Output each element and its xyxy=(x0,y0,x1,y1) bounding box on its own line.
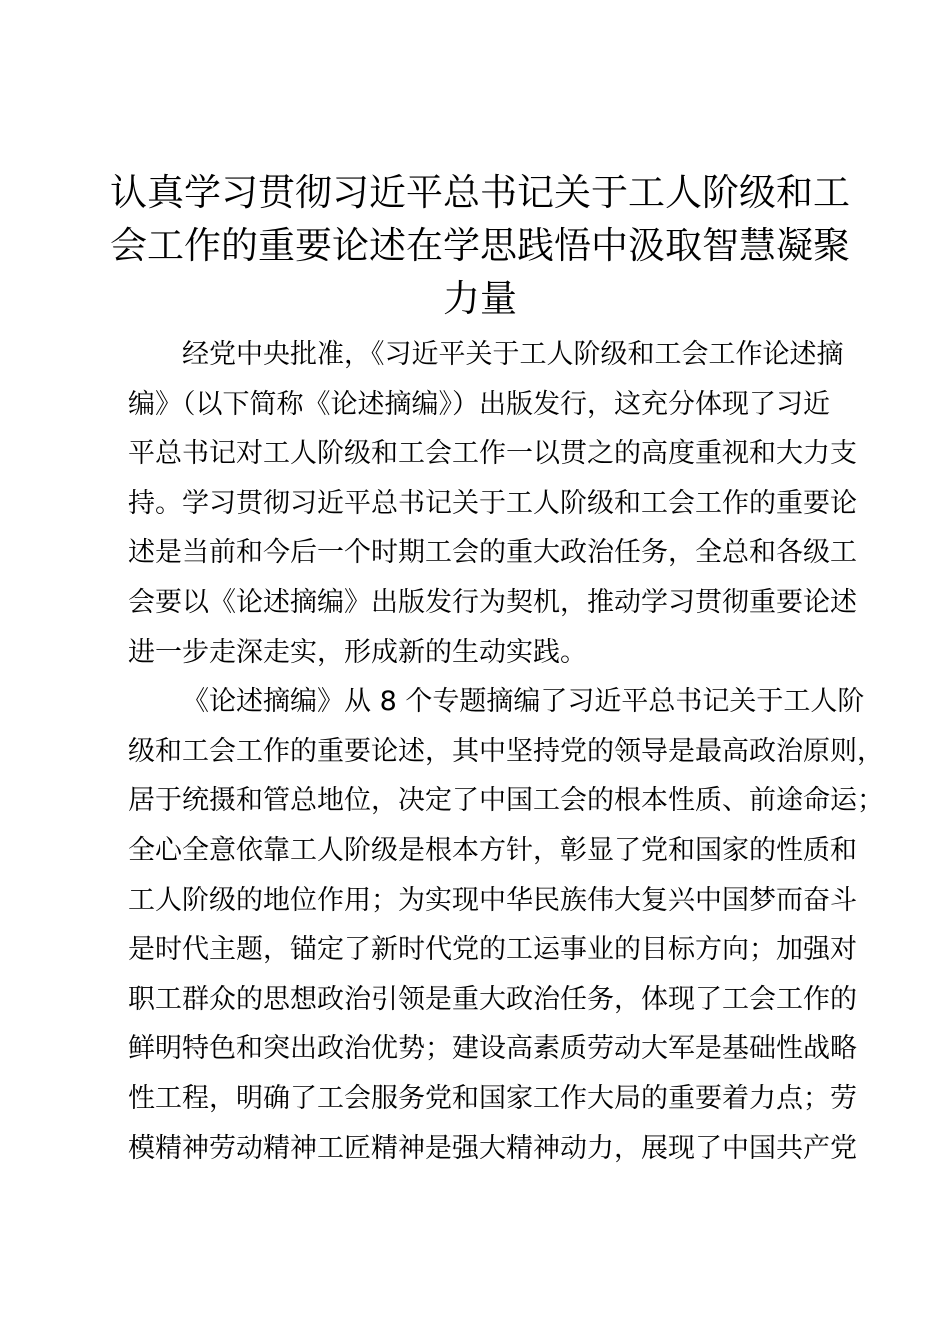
paragraph-line: 性工程，明确了工会服务党和国家工作大局的重要着力点；劳 xyxy=(128,1082,857,1114)
title-line: 会工作的重要论述在学思践悟中汲取智慧凝聚 xyxy=(110,224,850,267)
paragraph-line: 平总书记对工人阶级和工会工作一以贯之的高度重视和大力支 xyxy=(128,438,857,470)
paragraph-line: 居于统摄和管总地位，决定了中国工会的根本性质、前途命运； xyxy=(128,785,884,817)
paragraph xyxy=(128,330,858,677)
paragraph-line: 进一步走深走实，形成新的生动实践。 xyxy=(128,636,587,668)
paragraph-line: 持。学习贯彻习近平总书记关于工人阶级和工会工作的重要论 xyxy=(128,487,857,519)
document-body xyxy=(128,330,884,1173)
paragraph-line: 述是当前和今后一个时期工会的重大政治任务，全总和各级工 xyxy=(128,537,857,569)
paragraph-line: 鲜明特色和突出政治优势；建设高素质劳动大军是基础性战略 xyxy=(128,1033,857,1065)
paragraph-line: 编》（以下简称《论述摘编》）出版发行，这充分体现了习近 xyxy=(128,388,830,420)
paragraph-line: 经党中央批准，《习近平关于工人阶级和工会工作论述摘 xyxy=(182,339,844,370)
paragraph-line: 全心全意依靠工人阶级是根本方针，彰显了党和国家的性质和 xyxy=(128,834,857,866)
paragraph-line: 级和工会工作的重要论述，其中坚持党的领导是最高政治原则， xyxy=(128,735,884,767)
paragraph xyxy=(128,677,884,1173)
paragraph-line: 《论述摘编》从 8 个专题摘编了习近平总书记关于工人阶 xyxy=(182,686,865,718)
title-line: 认真学习贯彻习近平总书记关于工人阶级和工 xyxy=(110,171,850,214)
title-line: 力量 xyxy=(443,277,517,320)
document-title xyxy=(110,166,850,325)
paragraph-line: 模精神劳动精神工匠精神是强大精神动力，展现了中国共产党 xyxy=(128,1132,857,1164)
paragraph-line: 工人阶级的地位作用；为实现中华民族伟大复兴中国梦而奋斗 xyxy=(128,884,857,916)
paragraph-line: 是时代主题，锚定了新时代党的工运事业的目标方向；加强对 xyxy=(128,934,857,966)
paragraph-line: 职工群众的思想政治引领是重大政治任务，体现了工会工作的 xyxy=(128,983,857,1015)
paragraph-line: 会要以《论述摘编》出版发行为契机，推动学习贯彻重要论述 xyxy=(128,586,857,618)
